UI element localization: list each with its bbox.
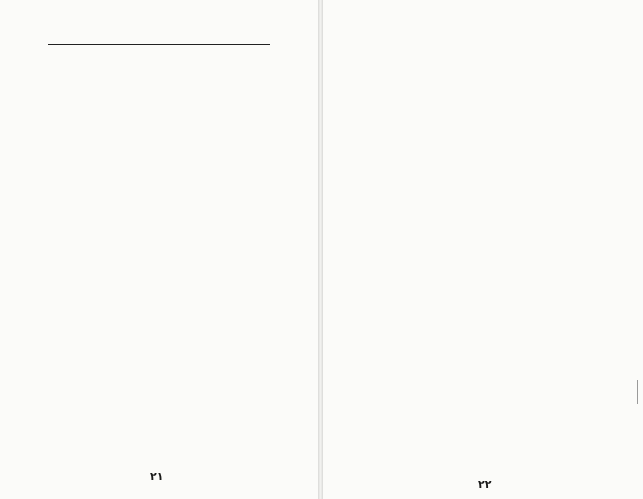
margin-mark: [637, 380, 638, 404]
footnote-divider: [48, 44, 270, 45]
right-page: [323, 0, 643, 499]
page-number-left: ۲۱: [150, 470, 164, 483]
page-number-right: ۲۲: [478, 478, 492, 491]
left-page: [0, 0, 318, 499]
